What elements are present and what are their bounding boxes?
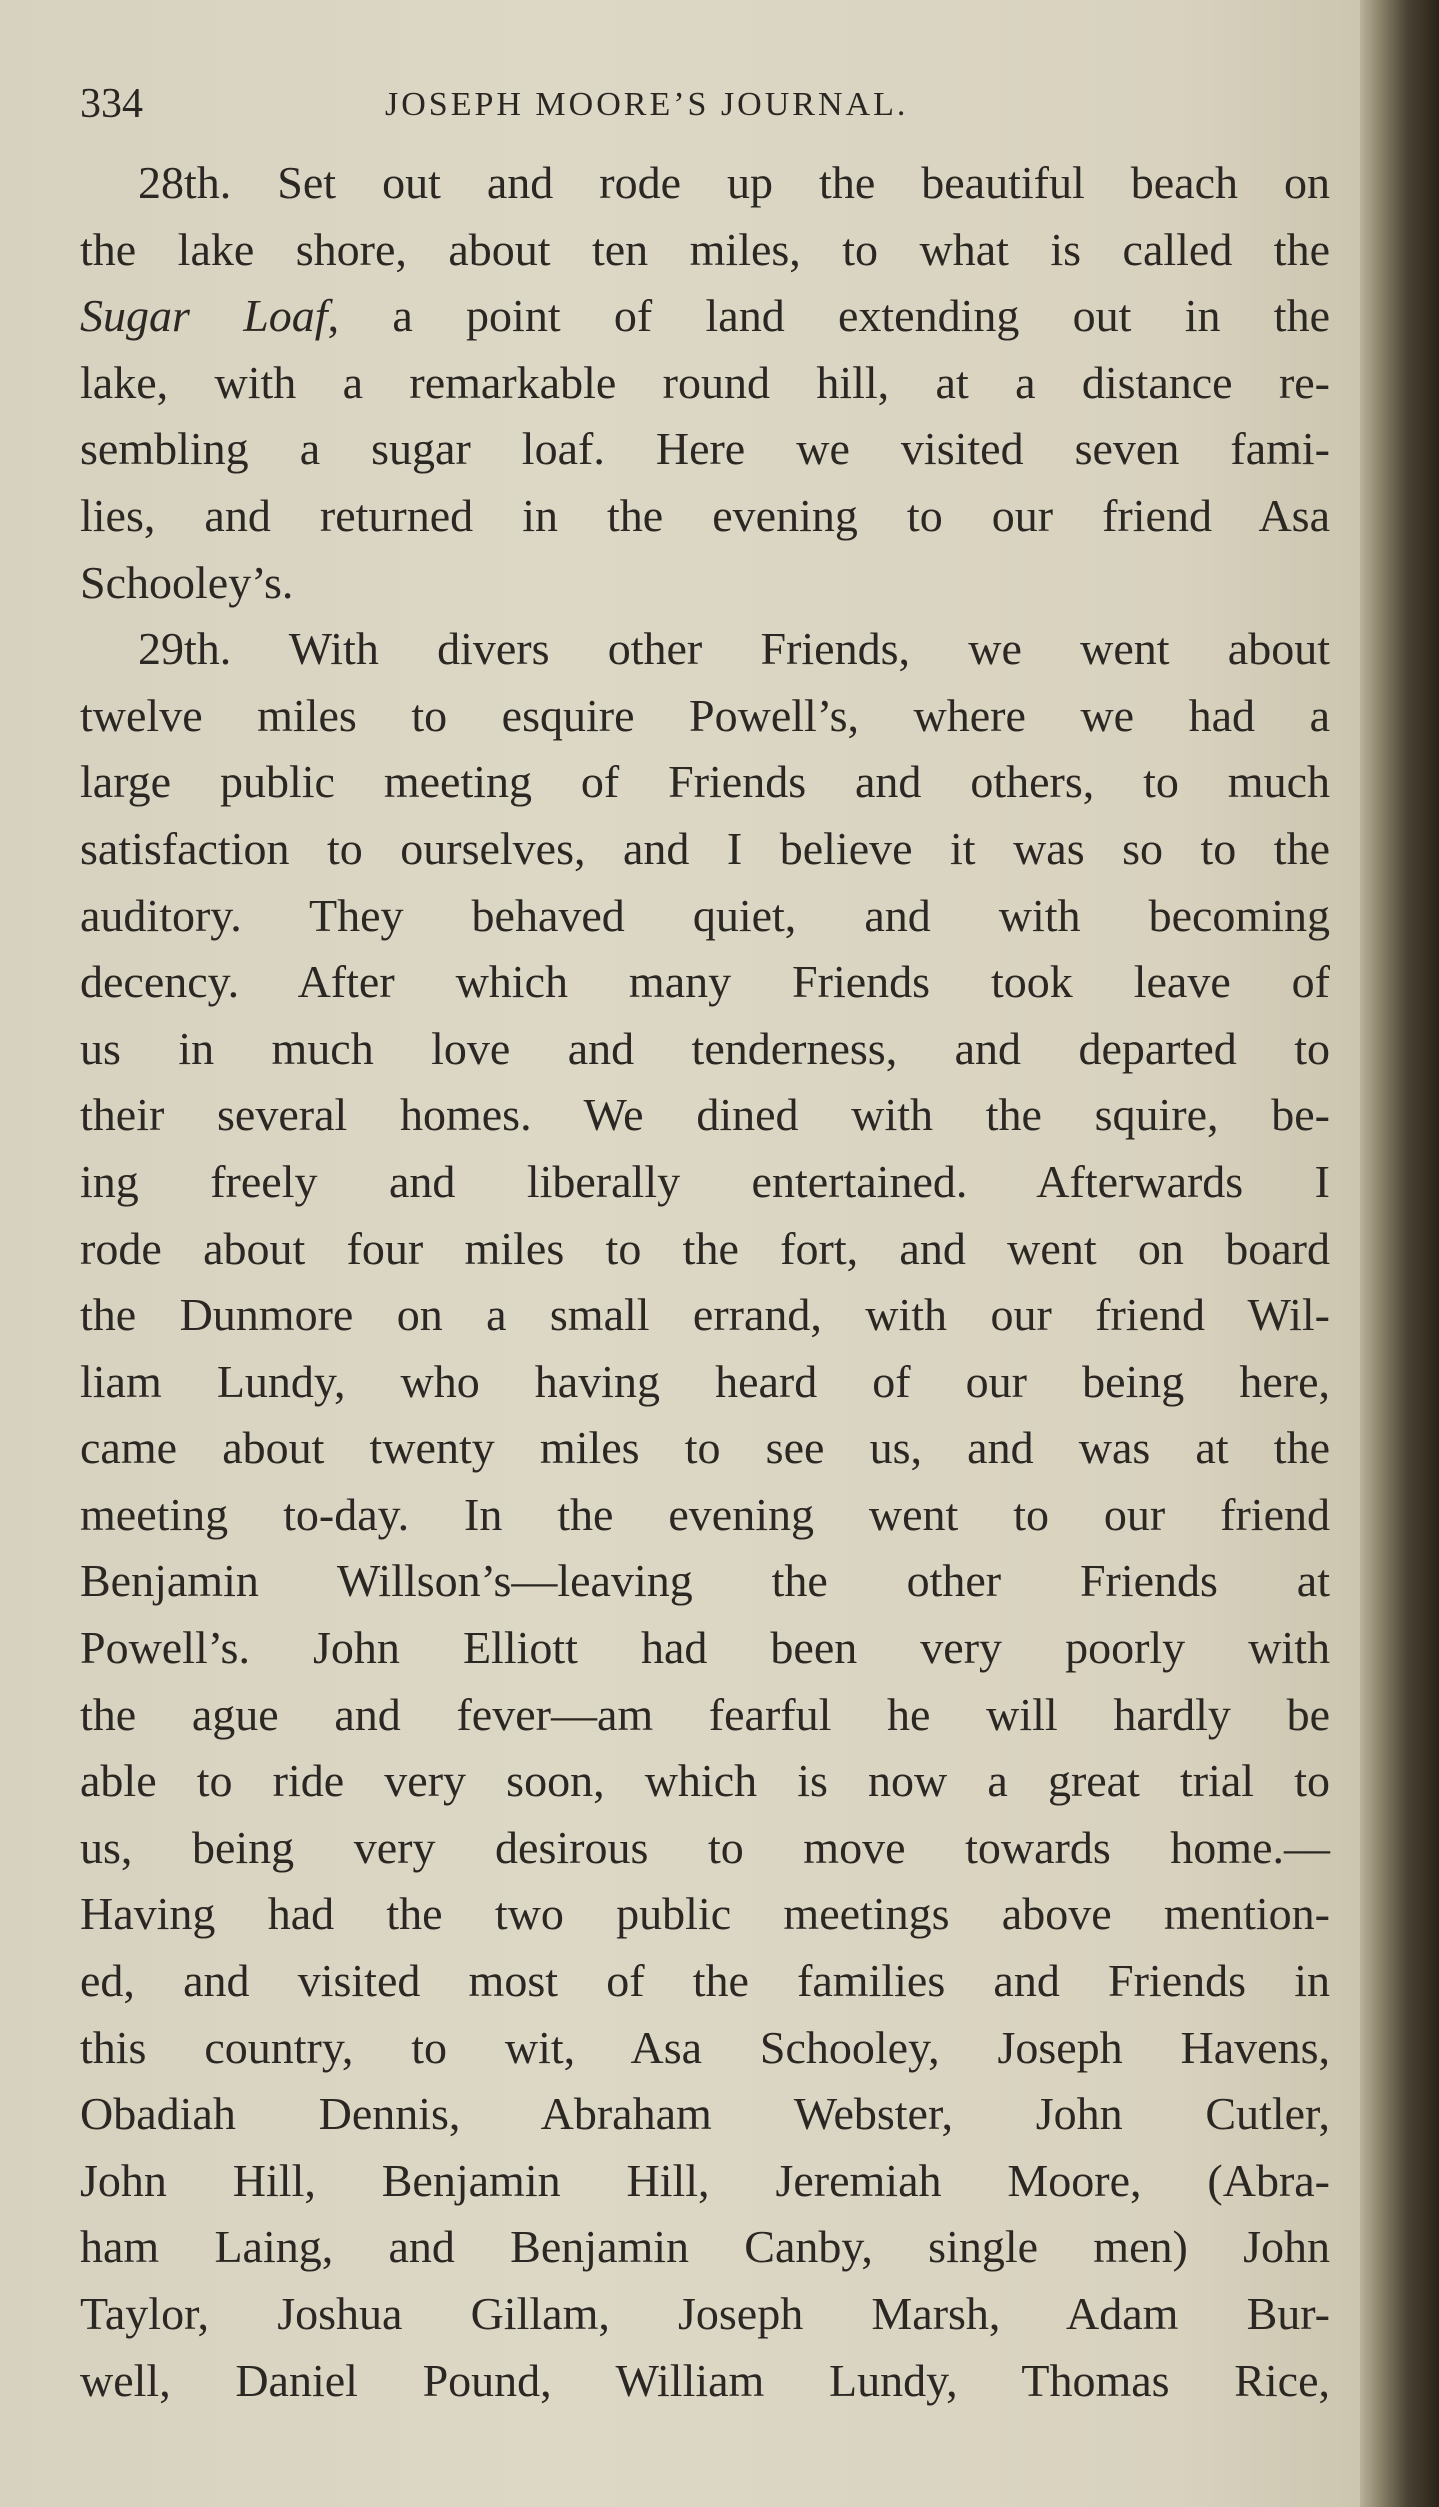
text-line: the lake shore, about ten miles, to what is called the bbox=[80, 223, 1330, 275]
text-line: satisfaction to ourselves, and I believe it was so to the bbox=[80, 822, 1330, 874]
page-header bbox=[80, 80, 1330, 140]
text-line: rode about four miles to the fort, and went on board bbox=[80, 1222, 1330, 1274]
text-line: lake, with a remarkable round hill, at a distance re- bbox=[80, 356, 1330, 408]
text-line: ham Laing, and Benjamin Canby, single men) John bbox=[80, 2221, 1330, 2273]
italic-place-name: Sugar Loaf bbox=[80, 290, 328, 342]
text-line: Schooley’s. bbox=[80, 556, 294, 608]
text-line: 29th. With divers other Friends, we went about bbox=[138, 623, 1330, 675]
text-line: Powell’s. John Elliott had been very poorly with bbox=[80, 1622, 1330, 1674]
journal-text bbox=[80, 150, 1330, 2414]
text-line: ed, and visited most of the families and Friends in bbox=[80, 1955, 1330, 2007]
book-binding-edge bbox=[1360, 0, 1439, 2507]
text-line: came about twenty miles to see us, and was at the bbox=[80, 1422, 1330, 1474]
text-line: decency. After which many Friends took leave of bbox=[80, 956, 1330, 1008]
text-line: sembling a sugar loaf. Here we visited seven fami- bbox=[80, 423, 1330, 475]
text-line: able to ride very soon, which is now a great trial to bbox=[80, 1755, 1330, 1807]
text-line: twelve miles to esquire Powell’s, where we had a bbox=[80, 689, 1330, 741]
text-line: ing freely and liberally entertained. Afterwards I bbox=[80, 1155, 1330, 1207]
text-line: liam Lundy, who having heard of our being here, bbox=[80, 1355, 1330, 1407]
text-line: meeting to-day. In the evening went to our friend bbox=[80, 1488, 1330, 1540]
text-line-rest: , a point of land extending out in the bbox=[327, 290, 1330, 342]
text-line: this country, to wit, Asa Schooley, Joseph Havens, bbox=[80, 2021, 1330, 2073]
text-line: well, Daniel Pound, William Lundy, Thomas Rice, bbox=[80, 2354, 1330, 2406]
page-number: 334 bbox=[80, 81, 143, 127]
text-line: Taylor, Joshua Gillam, Joseph Marsh, Adam Bur- bbox=[80, 2288, 1330, 2339]
text-line: 28th. Set out and rode up the beautiful beach on bbox=[138, 157, 1330, 208]
running-head: JOSEPH MOORE’S JOURNAL. bbox=[385, 86, 909, 123]
text-line: Obadiah Dennis, Abraham Webster, John Cutler, bbox=[80, 2088, 1330, 2140]
text-line: their several homes. We dined with the squire, be- bbox=[80, 1089, 1330, 1141]
text-line: auditory. They behaved quiet, and with becoming bbox=[80, 889, 1330, 941]
text-line: lies, and returned in the evening to our friend Asa bbox=[80, 489, 1330, 541]
text-line: us in much love and tenderness, and departed to bbox=[80, 1022, 1330, 1074]
text-line: Benjamin Willson’s—leaving the other Friends at bbox=[80, 1555, 1330, 1607]
text-line: Having had the two public meetings above mention- bbox=[80, 1888, 1330, 1940]
text-line: the Dunmore on a small errand, with our friend Wil- bbox=[80, 1289, 1330, 1341]
text-line: large public meeting of Friends and others, to much bbox=[80, 756, 1330, 808]
text-line: us, being very desirous to move towards home.— bbox=[80, 1821, 1330, 1873]
text-line: the ague and fever—am fearful he will hardly be bbox=[80, 1688, 1330, 1740]
text-line: John Hill, Benjamin Hill, Jeremiah Moore, (Abra- bbox=[80, 2154, 1330, 2206]
text-line bbox=[80, 283, 1330, 350]
